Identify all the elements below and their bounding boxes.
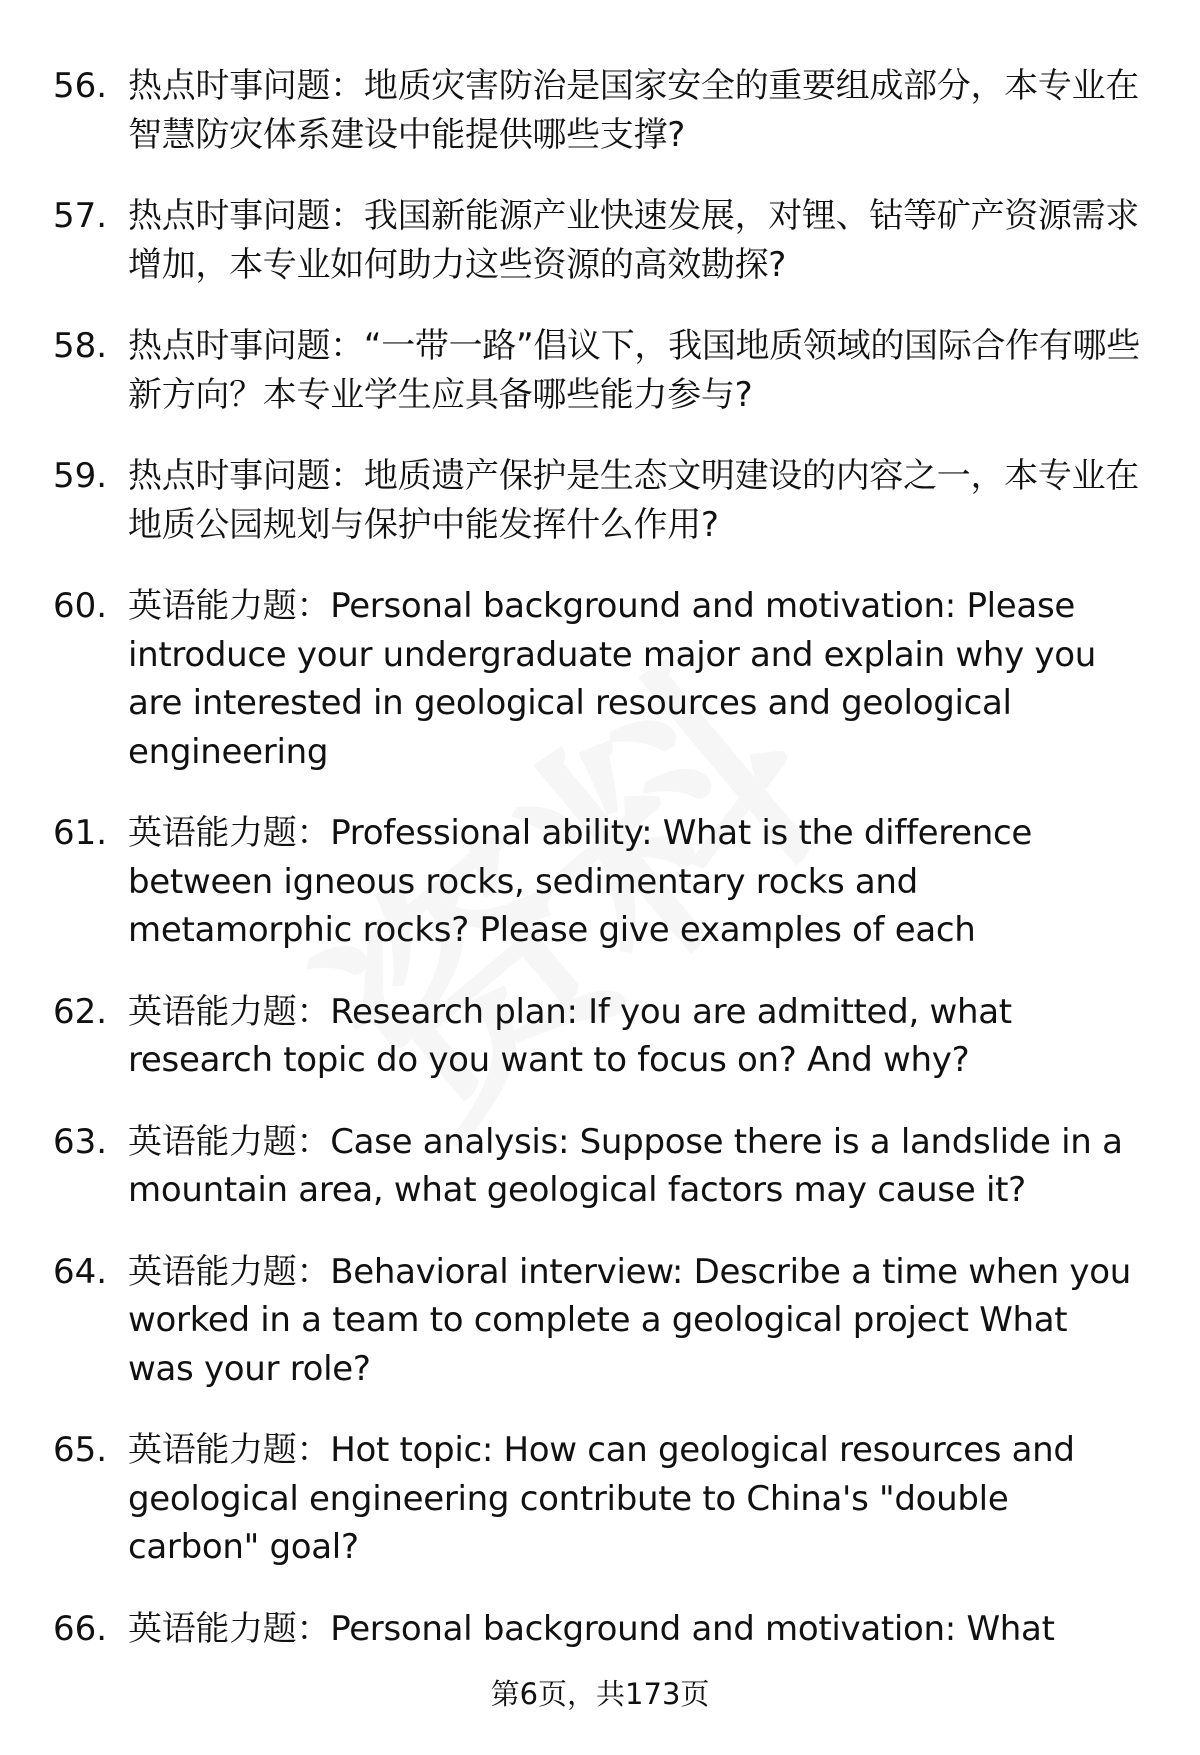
question-text: 英语能力题：Hot topic: How can geological resources and geological engineering contribute to China's "double carbon" goal?	[128, 1430, 1075, 1567]
question-item	[0, 1248, 1200, 1394]
page-footer: 第6页，共173页	[490, 1677, 710, 1711]
question-item	[0, 582, 1200, 776]
question-number: 64.	[53, 1251, 108, 1292]
question-text: 热点时事问题：地质遗产保护是生态文明建设的内容之一，本专业在地质公园规划与保护中能发挥什么作用?	[128, 456, 1139, 545]
question-text: 英语能力题：Personal background and motivation: Please introduce your undergraduate major and explain why you are interested in geological resources and geological engineering	[128, 586, 1096, 772]
question-number: 59.	[53, 456, 108, 496]
question-text: 英语能力题：Behavioral interview: Describe a time when you worked in a team to complete a geological project What was your role?	[128, 1251, 1131, 1389]
question-item	[0, 1426, 1200, 1572]
question-text: 英语能力题：Personal background and motivation: What	[128, 1608, 1055, 1649]
question-text: 英语能力题：Case analysis: Suppose there is a landslide in a mountain area, what geological factors may cause it?	[128, 1121, 1123, 1210]
question-number: 62.	[53, 991, 108, 1032]
question-number: 58.	[53, 326, 108, 366]
question-number: 60.	[53, 586, 108, 626]
question-item	[0, 322, 1200, 419]
question-number: 57.	[53, 196, 108, 236]
question-text: 英语能力题：Professional ability: What is the difference between igneous rocks, sedimentary rocks and metamorphic rocks? Please give examples of each	[128, 813, 1033, 950]
question-list	[0, 62, 1200, 1686]
question-item	[0, 1605, 1200, 1654]
question-text: 英语能力题：Research plan: If you are admitted, what research topic do you want to focus on? And why?	[128, 991, 1012, 1080]
question-number: 65.	[53, 1430, 108, 1470]
question-text: 热点时事问题：“一带一路”倡议下，我国地质领域的国际合作有哪些新方向？本专业学生应具备哪些能力参与?	[128, 326, 1140, 415]
question-item	[0, 988, 1200, 1085]
question-item	[0, 192, 1200, 289]
question-item	[0, 809, 1200, 955]
question-text: 热点时事问题：我国新能源产业快速发展，对锂、钴等矿产资源需求增加，本专业如何助力这些资源的高效勘探?	[128, 196, 1139, 285]
question-number: 56.	[53, 66, 108, 106]
question-item	[0, 1118, 1200, 1215]
question-item	[0, 452, 1200, 549]
question-number: 66.	[53, 1608, 108, 1649]
question-number: 63.	[53, 1121, 108, 1162]
question-text: 热点时事问题：地质灾害防治是国家安全的重要组成部分，本专业在智慧防灾体系建设中能提供哪些支撑?	[128, 66, 1139, 155]
question-number: 61.	[53, 813, 108, 853]
question-item	[0, 62, 1200, 159]
